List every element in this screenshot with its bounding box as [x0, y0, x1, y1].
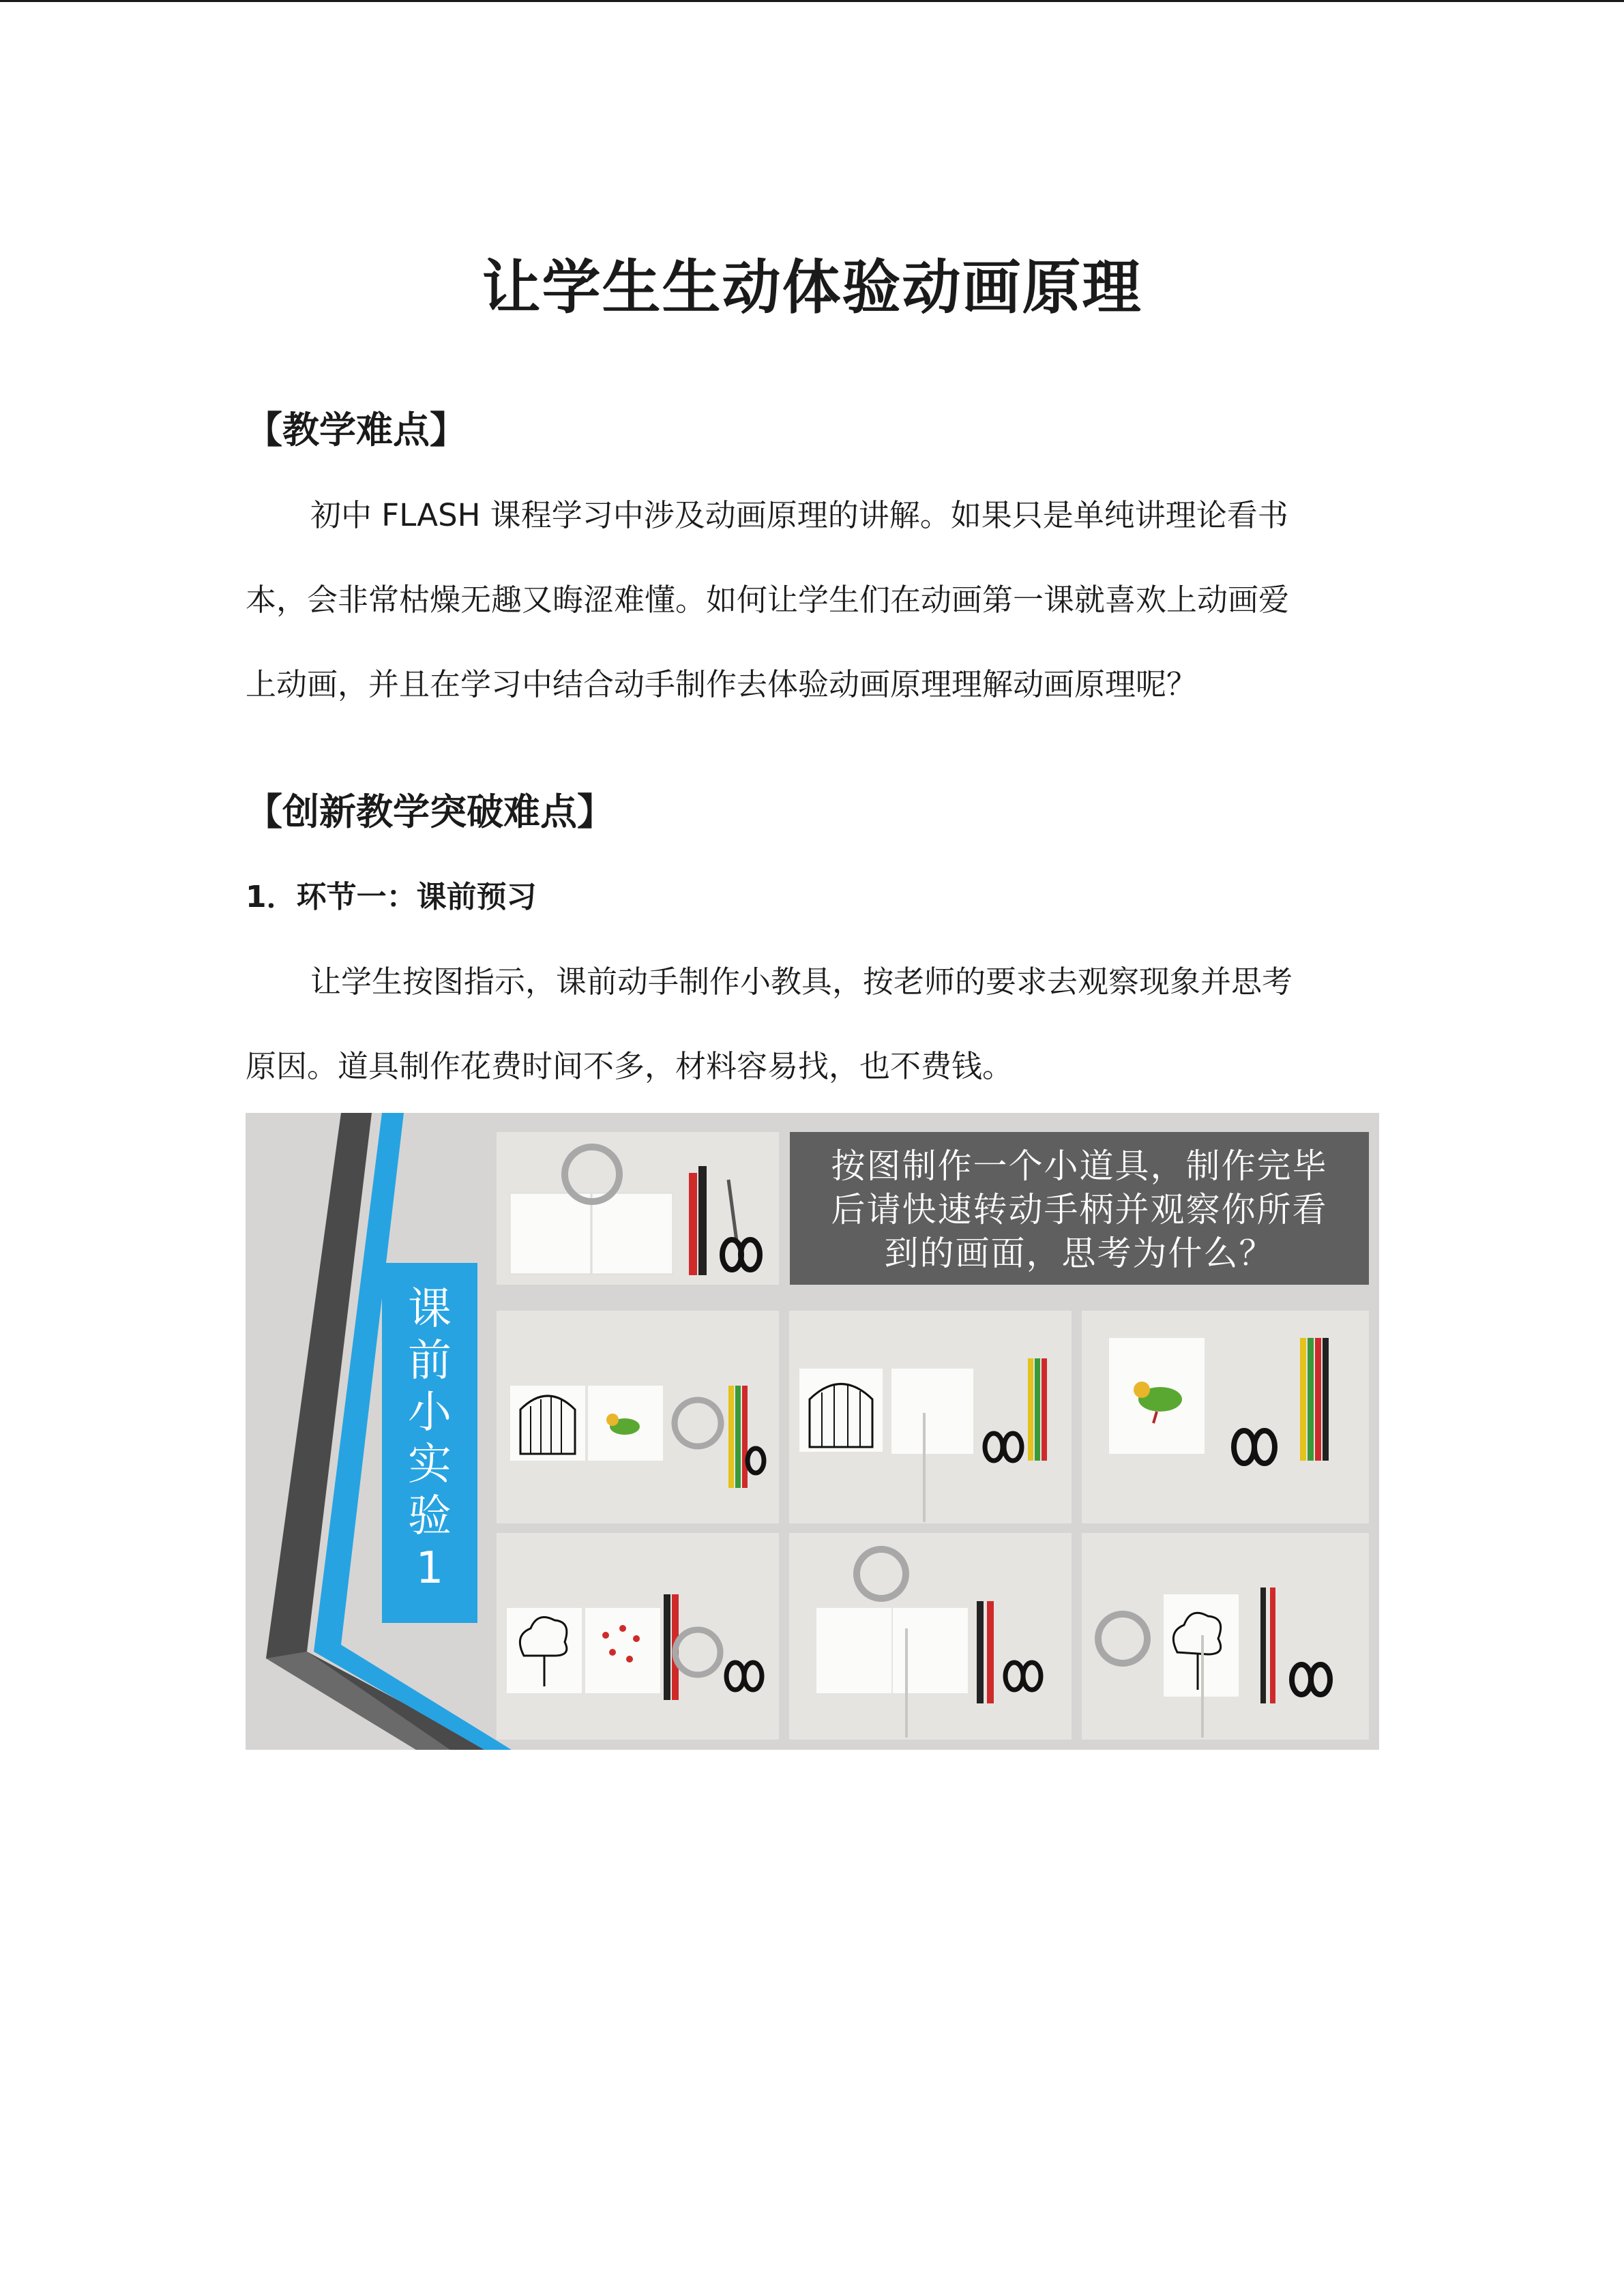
- label-char: 前: [408, 1336, 452, 1386]
- photo-tree-fruit: [497, 1533, 779, 1740]
- label-char: 1: [415, 1543, 444, 1594]
- cage-assembled-illustration: [789, 1311, 1072, 1523]
- photo-cage-bird: [497, 1311, 779, 1523]
- label-char: 课: [408, 1284, 452, 1335]
- materials-illustration: [497, 1132, 779, 1285]
- photo-bird-card: [1082, 1311, 1369, 1523]
- page-top-border: [0, 0, 1624, 2]
- page-title: 让学生生动体验动画原理: [482, 254, 1142, 322]
- section-heading-innovation: 【创新教学突破难点】: [246, 790, 614, 833]
- paragraph-line: 本，会非常枯燥无趣又晦涩难懂。如何让学生们在动画第一课就喜欢上动画爱: [246, 582, 1290, 618]
- sub-heading-step-one: 1．环节一：课前预习: [246, 880, 537, 914]
- photo-blank-assembled: [789, 1533, 1072, 1740]
- note-line: 到的画面，思考为什么？: [884, 1234, 1275, 1273]
- paragraph-line: 原因。道具制作花费时间不多，材料容易找，也不费钱。: [246, 1048, 1014, 1084]
- label-char: 实: [408, 1440, 452, 1490]
- tree-card-illustration: [1082, 1533, 1369, 1740]
- label-char: 小: [408, 1388, 452, 1438]
- photo-tree-card: [1082, 1533, 1369, 1740]
- vertical-label-box: [382, 1263, 477, 1623]
- cage-bird-illustration: [497, 1311, 779, 1523]
- paragraph-line: 让学生按图指示，课前动手制作小教具，按老师的要求去观察现象并思考: [310, 964, 1293, 1000]
- photo-cage-assembled: [789, 1311, 1072, 1523]
- blank-assembled-illustration: [789, 1533, 1072, 1740]
- photo-materials: [497, 1132, 779, 1285]
- instruction-note: [790, 1132, 1369, 1285]
- bird-card-illustration: [1082, 1311, 1369, 1523]
- paragraph-line: 上动画，并且在学习中结合动手制作去体验动画原理理解动画原理呢？: [246, 666, 1198, 702]
- note-line: 后请快速转动手柄并观察你所看: [831, 1190, 1328, 1229]
- tree-fruit-illustration: [497, 1533, 779, 1740]
- section-heading-difficulty: 【教学难点】: [246, 408, 467, 451]
- experiment-figure: [246, 1113, 1379, 1750]
- paragraph-line: 初中 FLASH 课程学习中涉及动画原理的讲解。如果只是单纯讲理论看书: [310, 497, 1288, 533]
- note-line: 按图制作一个小道具，制作完毕: [831, 1146, 1328, 1186]
- label-char: 验: [408, 1491, 452, 1542]
